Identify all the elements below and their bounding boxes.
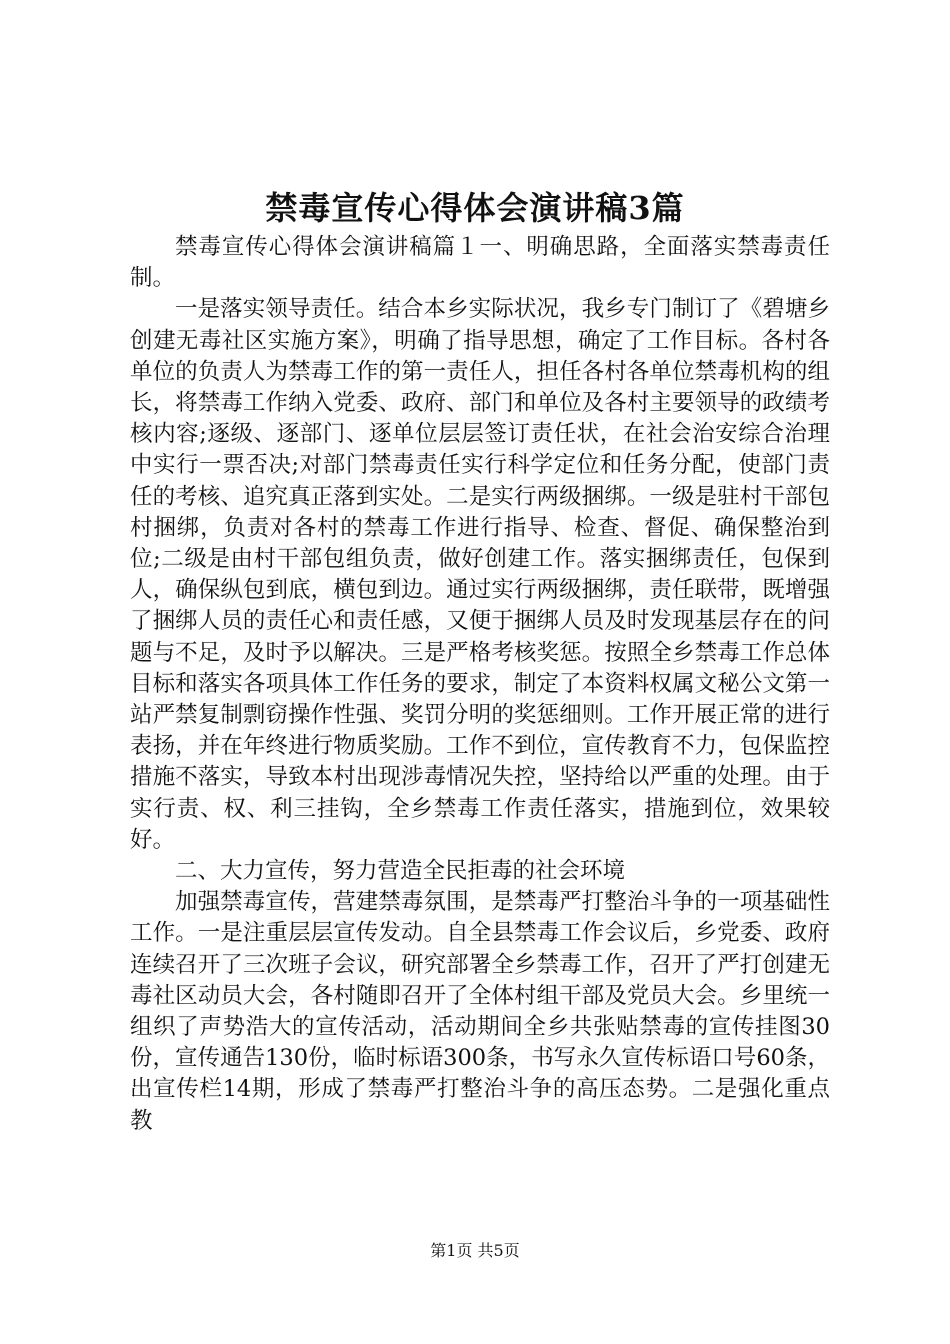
page-indicator: 第1页 共5页: [430, 1241, 520, 1260]
paragraph-responsibility: 一是落实领导责任。结合本乡实际状况，我乡专门制订了《碧塘乡创建无毒社区实施方案》，明确了指导思想，确定了工作目标。各村各单位的负责人为禁毒工作的第一责任人，担任各村各单位禁毒机构的组长，将禁毒工作纳入党委、政府、部门和单位及各村主要领导的政绩考核内容;逐级、逐部门、逐单位层层签订责任状，在社会治安综合治理中实行一票否决;对部门禁毒责任实行科学定位和任务分配，使部门责任的考核、追究真正落到实处。二是实行两级捆绑。一级是驻村干部包村捆绑，负责对各村的禁毒工作进行指导、检查、督促、确保整治到位;二级是由村干部包组负责，做好创建工作。落实捆绑责任，包保到人，确保纵包到底，横包到边。通过实行两级捆绑，责任联带，既增强了捆绑人员的责任心和责任感，又便于捆绑人员及时发现基层存在的问题与不足，及时予以解决。三是严格考核奖惩。按照全乡禁毒工作总体目标和落实各项具体工作任务的要求，制定了本资料权属文秘公文第一站严禁复制剽窃操作性强、奖罚分明的奖惩细则。工作开展正常的进行表扬，并在年终进行物质奖励。工作不到位，宣传教育不力，包保监控措施不落实，导致本村出现涉毒情况失控，坚持给以严重的处理。由于实行责、权、利三挂钩，全乡禁毒工作责任落实，措施到位，效果较好。: [130, 296, 830, 853]
paragraph-intro: 禁毒宣传心得体会演讲稿篇１一、明确思路，全面落实禁毒责任制。: [130, 234, 830, 292]
section-heading-publicity: 二、大力宣传，努力营造全民拒毒的社会环境: [175, 858, 626, 885]
document-body: [130, 232, 830, 1137]
page-footer: [0, 1240, 950, 1262]
document-title: 禁毒宣传心得体会演讲稿3篇: [265, 189, 685, 227]
paragraph-publicity: 加强禁毒宣传，营建禁毒氛围，是禁毒严打整治斗争的一项基础性工作。一是注重层层宣传发动。自全县禁毒工作会议后，乡党委、政府连续召开了三次班子会议，研究部署全乡禁毒工作，召开了严打创建无毒社区动员大会，各村随即召开了全体村组干部及党员大会。乡里统一组织了声势浩大的宣传活动，活动期间全乡共张贴禁毒的宣传挂图30份，宣传通告130份，临时标语300条，书写永久宣传标语口号60条，出宣传栏14期，形成了禁毒严打整治斗争的高压态势。二是强化重点教: [130, 889, 830, 1134]
